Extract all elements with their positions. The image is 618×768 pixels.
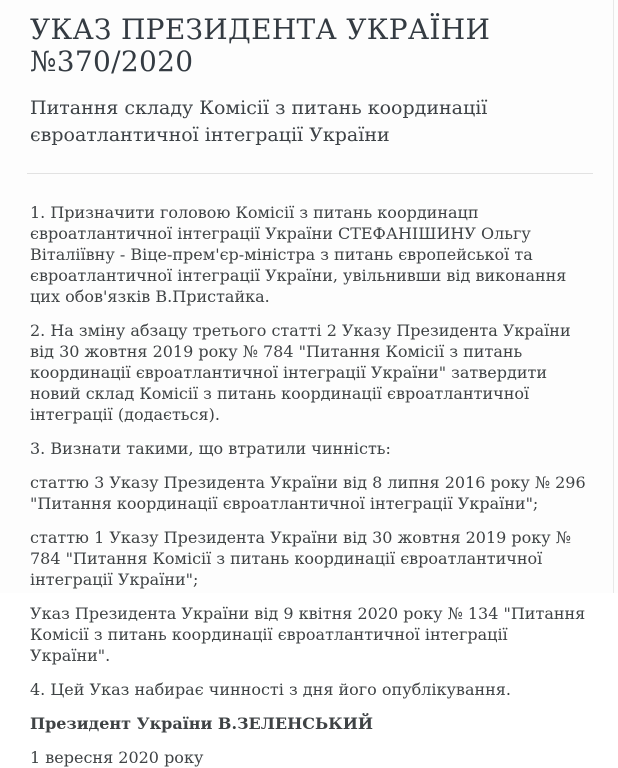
decree-body	[30, 202, 589, 768]
decree-date: 1 вересня 2020 року	[30, 748, 204, 768]
decree-subtitle: Питання складу Комісії з питань координації євроатлантичної інтеграції України	[30, 97, 488, 147]
decree-paragraph-2: 2. На зміну абзацу третього статті 2 Указу Президента України від 30 жовтня 2019 року № 784 "Питання Комісії з питань координації євроатлантичної інтеграції України" затвердити новий склад Комісії з питань координації євроатлантичної інтеграції (додається).	[30, 321, 571, 425]
decree-paragraph-3: 3. Визнати такими, що втратили чинність:	[30, 439, 391, 459]
president-signature: Президент України В.ЗЕЛЕНСЬКИЙ	[30, 714, 373, 734]
decree-title: УКАЗ ПРЕЗИДЕНТА УКРАЇНИ №370/2020	[30, 13, 491, 79]
decree-paragraph-6: Указ Президента України від 9 квітня 2020 року № 134 "Питання Комісії з питань координації євроатлантичної інтеграції України".	[30, 604, 586, 666]
decree-paragraph-1: 1. Призначити головою Комісії з питань координацп євроатлантичної інтеграції України СТЕФАНІШИНУ Ольгу Віталіївну - Віце-прем'єр-міністра з питань європейської та євроатлантичної інтеграції України, увільнивши від виконання цих обов'язків В.Пристайка.	[30, 203, 567, 307]
decree-paragraph-5: статтю 1 Указу Президента України від 30 жовтня 2019 року № 784 "Питання Комісії з питань координації євроатлантичної інтеграції України";	[30, 528, 571, 590]
decree-paragraph-7: 4. Цей Указ набирає чинності з дня його опублікування.	[30, 680, 511, 700]
header-divider	[27, 173, 593, 174]
decree-paragraph-4: статтю 3 Указу Президента України від 8 липня 2016 року № 296 "Питання координації євроатлантичної інтеграції України";	[30, 473, 586, 514]
